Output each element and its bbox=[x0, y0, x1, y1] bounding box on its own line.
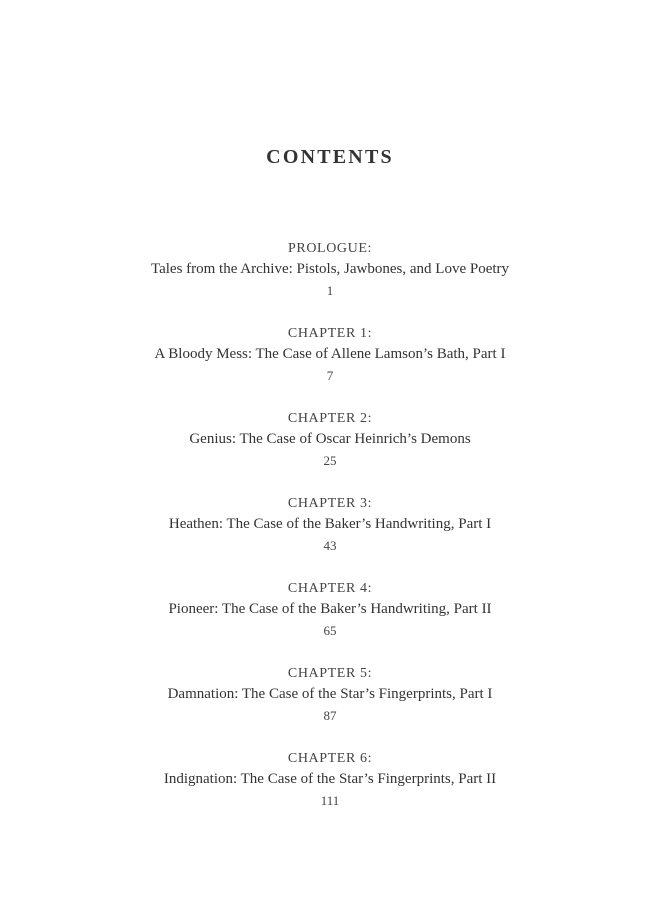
toc-list bbox=[0, 239, 660, 834]
entry-page-number: 25 bbox=[323, 453, 337, 468]
entry-label: CHAPTER 4: bbox=[287, 581, 373, 596]
toc-entry-chapter-4[interactable] bbox=[0, 579, 660, 664]
toc-entry-chapter-6[interactable] bbox=[0, 749, 660, 834]
entry-title: Indignation: The Case of the Star’s Fingerprints, Part II bbox=[163, 771, 497, 787]
entry-label: CHAPTER 2: bbox=[287, 411, 373, 426]
entry-page-number: 7 bbox=[326, 368, 334, 383]
entry-page-number: 87 bbox=[323, 708, 337, 723]
entry-label: CHAPTER 6: bbox=[287, 751, 373, 766]
entry-label: CHAPTER 5: bbox=[287, 666, 373, 681]
toc-entry-chapter-3[interactable] bbox=[0, 494, 660, 579]
entry-label: CHAPTER 1: bbox=[287, 326, 373, 341]
entry-page-number: 111 bbox=[320, 793, 340, 808]
entry-title: Tales from the Archive: Pistols, Jawbones, and Love Poetry bbox=[150, 261, 510, 277]
entry-title: Genius: The Case of Oscar Heinrich’s Demons bbox=[189, 431, 471, 447]
contents-heading: CONTENTS bbox=[266, 146, 394, 168]
entry-title: A Bloody Mess: The Case of Allene Lamson’s Bath, Part I bbox=[154, 346, 506, 362]
toc-entry-chapter-1[interactable] bbox=[0, 324, 660, 409]
entry-page-number: 65 bbox=[323, 623, 337, 638]
entry-title: Heathen: The Case of the Baker’s Handwriting, Part I bbox=[168, 516, 492, 532]
entry-label: CHAPTER 3: bbox=[287, 496, 373, 511]
entry-label: PROLOGUE: bbox=[288, 241, 372, 256]
toc-entry-chapter-2[interactable] bbox=[0, 409, 660, 494]
toc-entry-prologue[interactable] bbox=[0, 239, 660, 324]
toc-entry-chapter-5[interactable] bbox=[0, 664, 660, 749]
entry-title: Damnation: The Case of the Star’s Fingerprints, Part I bbox=[167, 686, 493, 702]
entry-page-number: 43 bbox=[323, 538, 337, 553]
entry-page-number: 1 bbox=[326, 283, 334, 298]
entry-title: Pioneer: The Case of the Baker’s Handwriting, Part II bbox=[168, 601, 492, 617]
